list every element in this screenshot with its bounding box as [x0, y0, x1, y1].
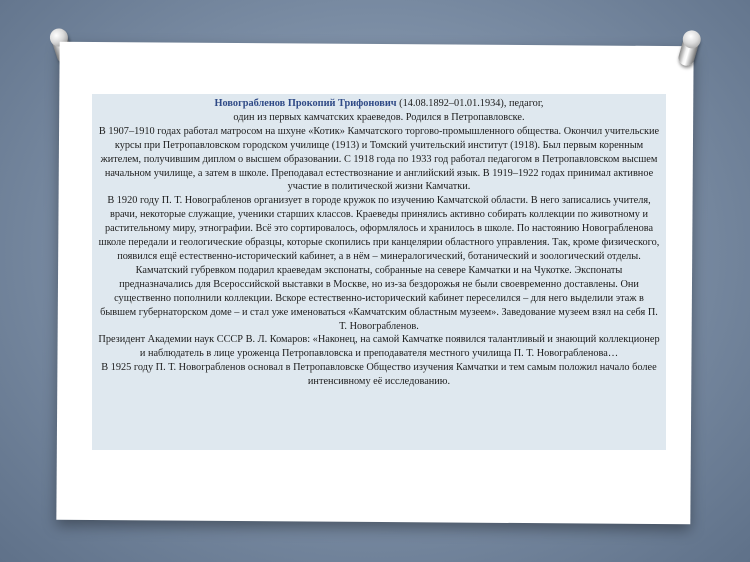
intro-line-2: один из первых камчатских краеведов. Родился в Петропавловске. — [233, 111, 525, 123]
paragraph-study-circle: В 1920 году П. Т. Новограбленов организует в городе кружок по изучению Камчатской области. В него записались учителя, врачи, некоторые служащие, ученики старших классов. Краеведы принялись активно собирать коллекции по животному и растительному миру, этнографии. Всё это сортировалось, оформлялось и хранилось в школе. По настоянию Новограбленова школе передали и геологические образцы, которые скопились при канцелярии областного управления. Так, кроме физического, появился ещё естественно-исторический кабинет, а в нём – минералогический, ботанический и зоологический отделы. — [98, 195, 660, 262]
paragraph-komarov-quote: Президент Академии наук СССР В. Л. Комаров: «Наконец, на самой Камчатке появился талантливый и знающий коллекционер и наблюдатель в лице уроженца Петропавловска и преподавателя местного училища П. Т. Новограбленова… — [98, 334, 660, 360]
person-name: Новограбленов Прокопий Трифонович — [214, 98, 397, 109]
biography-text-panel — [92, 94, 666, 450]
intro-dates: (14.08.1892–01.01.1934), педагог, — [396, 98, 544, 109]
paragraph-society: В 1925 году П. Т. Новограбленов основал в Петропавловске Общество изучения Камчатки и тем самым положил начало более интенсивному её исследованию. — [101, 362, 657, 388]
intro-line-1 — [98, 97, 660, 111]
pushpin-right-icon — [677, 30, 702, 67]
paragraph-museum: Камчатский губревком подарил краеведам экспонаты, собранные на севере Камчатки и на Чукотке. Экспонаты предназначались для Всероссийской выставки в Москве, но из-за бездорожья не были своевременно доставлены. Они существенно пополнили коллекции. Вскоре естественно-исторический кабинет переселился – для него выделили этаж в бывшем губернаторском доме – и стал уже именоваться «Камчатским областным музеем». Заведование музеем взял на себя П. Т. Новограбленов. — [100, 264, 658, 332]
paragraph-career: В 1907–1910 годах работал матросом на шхуне «Котик» Камчатского торгово-промышленного общества. Окончил учительские курсы при Петропавловском городском училище (1913) и Томский учительский институт (1918). Был первым коренным жителем, получившим диплом о высшем образовании. С 1918 года по 1933 год работал педагогом в Петропавловском высшем начальном училище, а затем в школе. Преподавал естествознание и английский язык. В 1919–1922 годах принимал активное участие в политической жизни Камчатки. — [98, 125, 660, 193]
